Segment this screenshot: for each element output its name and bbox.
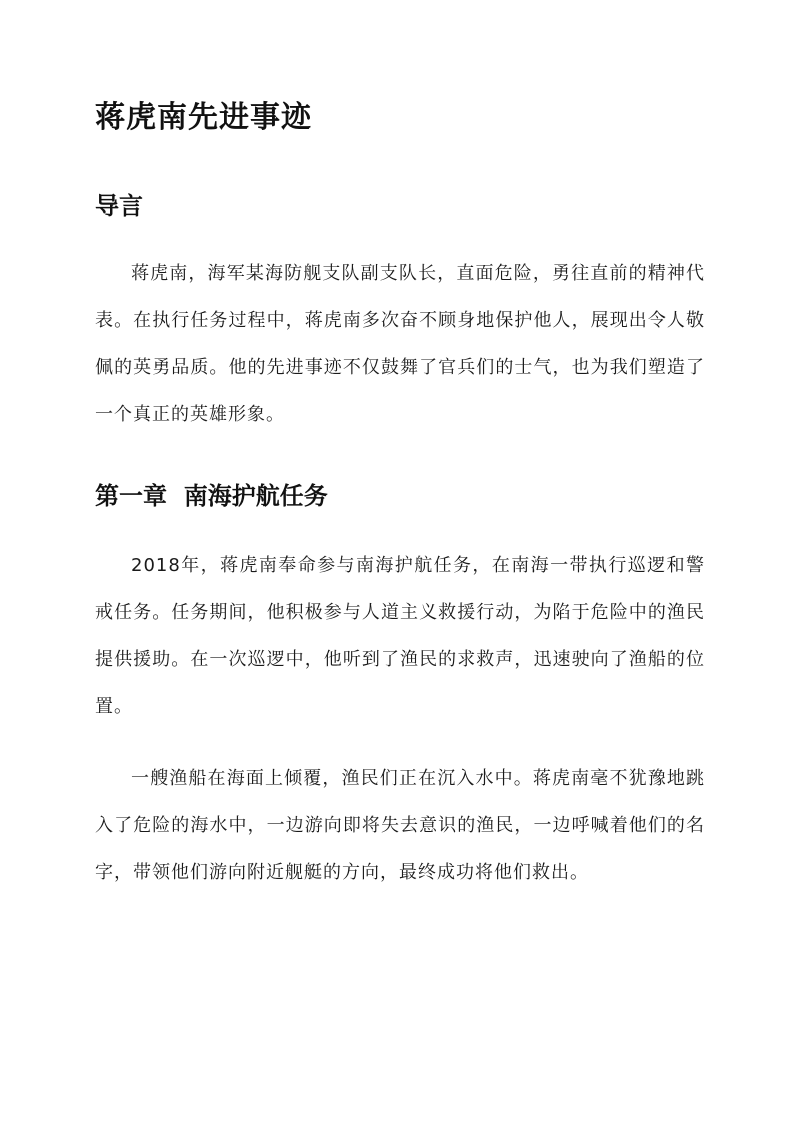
- document-title: 蒋虎南先进事迹: [95, 100, 312, 135]
- chapter1-paragraph-2: 一艘渔船在海面上倾覆，渔民们正在沉入水中。蒋虎南毫不犹豫地跳入了危险的海水中，一边游向即将失去意识的渔民，一边呼喊着他们的名字，带领他们游向附近舰艇的方向，最终成功将他们救出。: [95, 768, 705, 883]
- chapter1-heading: 第一章 南海护航任务: [95, 482, 328, 510]
- chapter1-paragraph-1: 2018年，蒋虎南奉命参与南海护航任务，在南海一带执行巡逻和警戒任务。任务期间，他积极参与人道主义救援行动，为陷于危险中的渔民提供援助。在一次巡逻中，他听到了渔民的求救声，迅速驶向了渔船的位置。: [95, 555, 705, 717]
- intro-paragraph: 蒋虎南，海军某海防舰支队副支队长，直面危险，勇往直前的精神代表。在执行任务过程中，蒋虎南多次奋不顾身地保护他人，展现出令人敬佩的英勇品质。他的先进事迹不仅鼓舞了官兵们的士气，也为我们塑造了一个真正的英雄形象。: [95, 263, 705, 425]
- document-body: [95, 92, 705, 896]
- intro-heading: 导言: [95, 192, 143, 220]
